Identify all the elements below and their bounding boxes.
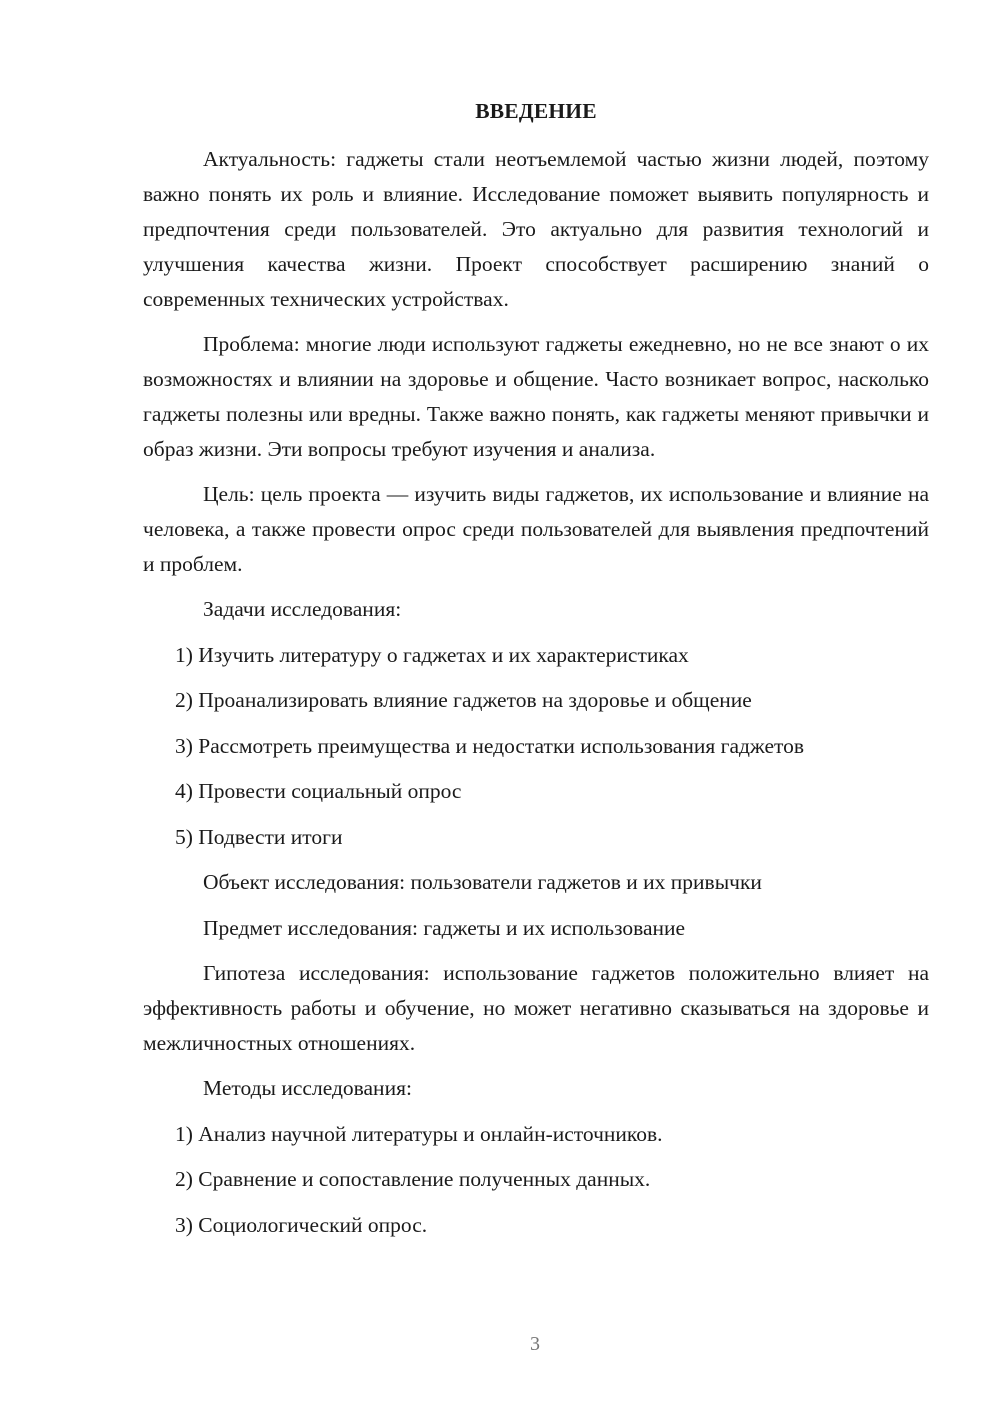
- task-item: 1) Изучить литературу о гаджетах и их характеристиках: [175, 642, 689, 667]
- tasks-label: Задачи исследования:: [203, 597, 402, 621]
- task-item: 5) Подвести итоги: [175, 824, 343, 849]
- subject-line: Предмет исследования: гаджеты и их использование: [203, 915, 686, 940]
- problem-paragraph: Проблема: многие люди используют гаджеты ежедневно, но не все знают о их возможностях и влиянии на здоровье и общение. Часто возникает вопрос, насколько гаджеты полезны или вредны. Также важно понять, как гаджеты меняют привычки и образ жизни. Эти вопросы требуют изучения и анализа.: [143, 332, 929, 461]
- hypothesis-paragraph: Гипотеза исследования: использование гаджетов положительно влияет на эффективность работы и обучение, но может негативно сказываться на здоровье и межличностных отношениях.: [143, 961, 929, 1055]
- document-page: [143, 96, 929, 1253]
- method-item: 3) Социологический опрос.: [175, 1212, 428, 1237]
- task-item: 2) Проанализировать влияние гаджетов на здоровье и общение: [175, 688, 752, 712]
- page-title: ВВЕДЕНИЕ: [475, 99, 597, 123]
- relevance-paragraph: Актуальность: гаджеты стали неотъемлемой частью жизни людей, поэтому важно понять их роль и влияние. Исследование поможет выявить популярность и предпочтения среди пользователей. Это актуально для развития технологий и улучшения качества жизни. Проект способствует расширению знаний о современных технических устройствах.: [143, 147, 929, 311]
- goal-paragraph: Цель: цель проекта — изучить виды гаджетов, их использование и влияние на человека, а также провести опрос среди пользователей для выявления предпочтений и проблем.: [143, 482, 929, 576]
- method-item: 2) Сравнение и сопоставление полученных данных.: [175, 1167, 651, 1191]
- object-line: Объект исследования: пользователи гаджетов и их привычки: [203, 870, 762, 894]
- methods-label: Методы исследования:: [203, 1076, 412, 1100]
- method-item: 1) Анализ научной литературы и онлайн-источников.: [175, 1121, 663, 1146]
- task-item: 3) Рассмотреть преимущества и недостатки использования гаджетов: [175, 733, 805, 758]
- page-number: 3: [530, 1333, 540, 1355]
- task-item: 4) Провести социальный опрос: [175, 779, 462, 803]
